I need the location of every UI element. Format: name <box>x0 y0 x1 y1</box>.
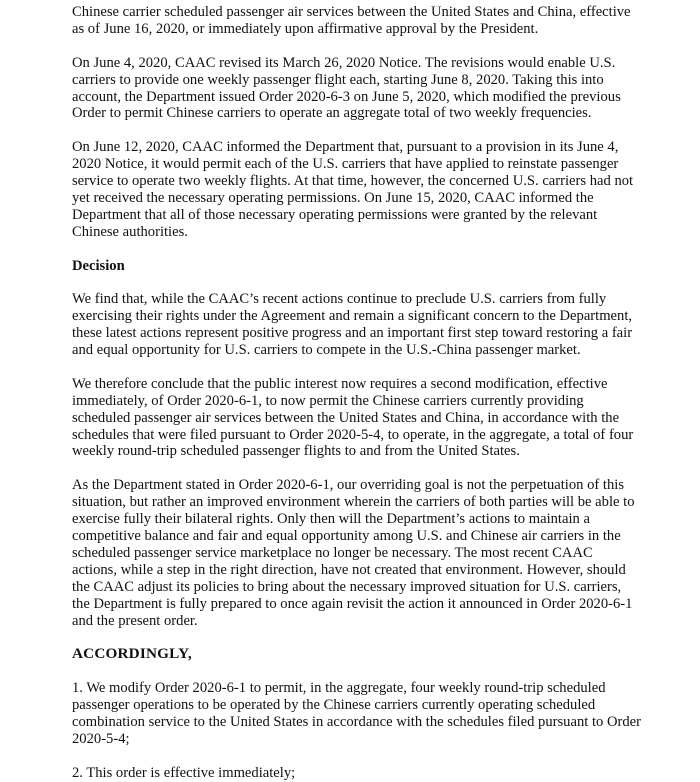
document-page <box>72 4 641 782</box>
paragraph-findings <box>72 291 634 359</box>
text-line: As the Department stated in Order 2020-6-1, our overriding goal is not the perpetuation of this <box>72 477 624 494</box>
text-line: schedules that were filed pursuant to Order 2020-5-4, to operate, in the aggregate, a total of four <box>72 426 634 443</box>
paragraph-conclusion <box>72 376 634 461</box>
text-line: Chinese carrier scheduled passenger air services between the United States and China, effective <box>72 4 631 20</box>
paragraph-overriding-goal <box>72 477 634 629</box>
text-line: the CAAC adjust its policies to bring about the necessary improved situation for U.S. carriers, <box>72 578 622 595</box>
text-line: exercise fully their bilateral rights. Only then will the Department’s actions to maintain a <box>72 511 590 528</box>
text-line: scheduled passenger air services between the United States and China, in accordance with the <box>72 409 620 426</box>
text-line: Order to permit Chinese carriers to operate an aggregate total of two weekly frequencies. <box>72 105 592 122</box>
text-line: the Department is fully prepared to once again revisit the action it announced in Order 2020-6-1 <box>72 595 633 612</box>
text-line: 2020 Notice, it would permit each of the U.S. carriers that have applied to reinstate passenger <box>72 156 619 173</box>
text-line: actions, while a step in the right direction, have not created that environment. However, should <box>72 561 626 578</box>
text-line: competitive balance and fair and equal opportunity among U.S. and Chinese air carriers in the <box>72 528 621 544</box>
text-line: 1. We modify Order 2020-6-1 to permit, in the aggregate, four weekly round-trip scheduled <box>72 680 606 697</box>
text-line: as of June 16, 2020, or immediately upon affirmative approval by the President. <box>72 20 539 37</box>
text-line: We find that, while the CAAC’s recent actions continue to preclude U.S. carriers from fully <box>72 291 607 308</box>
text-line: and equal opportunity for U.S. carriers to compete in the U.S.-China passenger market. <box>72 342 581 359</box>
text-line: passenger operations to be operated by the Chinese carriers currently operating scheduled <box>72 697 596 714</box>
decision-heading: Decision <box>72 257 125 274</box>
order-item-2 <box>72 765 634 782</box>
text-line: carriers to provide one weekly passenger flight each, starting June 8, 2020. Taking this into <box>72 71 604 88</box>
paragraph-june-12-notice <box>72 139 634 240</box>
paragraph-carrier-services <box>72 4 634 38</box>
accordingly-heading: ACCORDINGLY, <box>72 645 192 663</box>
text-line: yet received the necessary operating permissions. On June 15, 2020, CAAC informed the <box>72 189 594 206</box>
text-line: situation, but rather an improved environment wherein the carriers of both parties will be able to <box>72 494 635 511</box>
text-line: immediately, of Order 2020-6-1, to now permit the Chinese carriers currently providing <box>72 392 584 409</box>
text-line: 2020-5-4; <box>72 730 130 747</box>
text-line: On June 4, 2020, CAAC revised its March 26, 2020 Notice. The revisions would enable U.S. <box>72 54 616 71</box>
order-item-1 <box>72 680 641 748</box>
text-line: these latest actions represent positive progress and an important first step toward restoring a fair <box>72 325 633 342</box>
text-line: and the present order. <box>72 612 198 629</box>
text-line: Department that all of those necessary operating permissions were granted by the relevant <box>72 206 598 223</box>
text-line: account, the Department issued Order 2020-6-3 on June 5, 2020, which modified the previous <box>72 88 621 105</box>
text-line: scheduled passenger service marketplace no longer be necessary. The most recent CAAC <box>72 544 593 561</box>
text-line: exercising their rights under the Agreement and remain a significant concern to the Department, <box>72 308 633 325</box>
text-line: service to operate two weekly flights. At that time, however, the concerned U.S. carriers had not <box>72 173 634 190</box>
text-line: We therefore conclude that the public interest now requires a second modification, effective <box>72 375 608 392</box>
text-line: On June 12, 2020, CAAC informed the Department that, pursuant to a provision in its June 4, <box>72 139 619 156</box>
paragraph-june-4-revision <box>72 55 634 123</box>
text-line: 2. This order is effective immediately; <box>72 764 296 781</box>
text-line: combination service to the United States in accordance with the schedules filed pursuant to Order <box>72 713 641 730</box>
text-line: Chinese authorities. <box>72 223 188 240</box>
text-line: weekly round-trip scheduled passenger flights to and from the United States. <box>72 443 520 460</box>
